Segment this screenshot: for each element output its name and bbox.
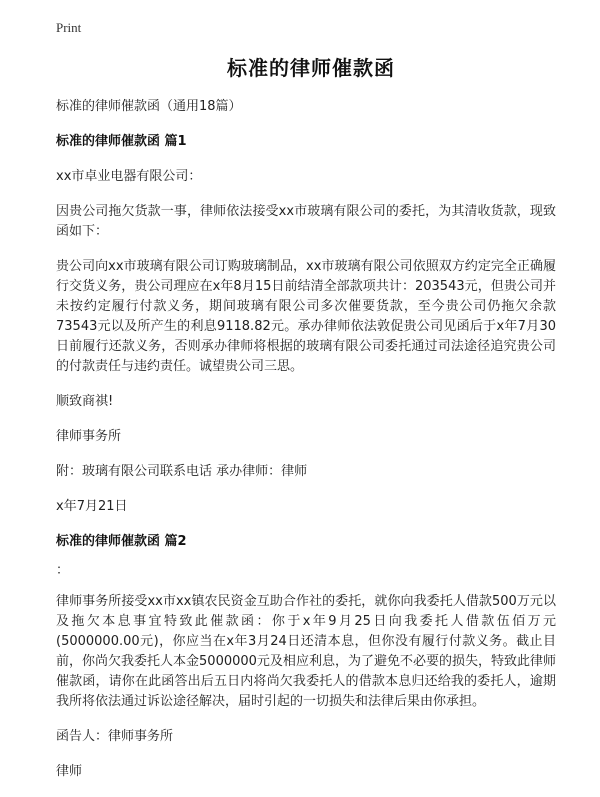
document-subtitle: 标准的律师催款函（通用18篇）: [56, 99, 242, 114]
section-2-paragraph-1: 律师事务所接受xx市xx镇农民资金互助合作社的委托，就你向我委托人借款500万元以及拖欠本息事宜特致此催款函：你于x年9月25日向我委托人借款伍佰万元(5000000.00元)，你应当在x年3月24日还清本息，但你没有履行付款义务。截止目前，你尚欠我委托人本金5000000元及相应利息，为了避免不必要的损失，特致此律师催款函，请你在此函答出后五日内将尚欠我委托人的借款本息归还给我的委托人，逾期我所将依法通过诉讼途径解决，届时引起的一切损失和法律后果由你承担。: [56, 594, 556, 709]
section-1-closing: 顺致商祺!: [56, 394, 114, 409]
section-1-paragraph-1: 因贵公司拖欠货款一事，律师依法接受xx市玻璃有限公司的委托，为其清收货款，现致函如下：: [56, 204, 556, 239]
section-2-signature: 律师: [56, 764, 83, 779]
section-1-heading: 标准的律师催款函 篇1: [56, 134, 187, 149]
section-2-sender: 函告人：律师事务所: [56, 729, 174, 744]
section-1-paragraph-2: 贵公司向xx市玻璃有限公司订购玻璃制品，xx市玻璃有限公司依照双方约定完全正确履行交货义务，贵公司理应在x年8月15日前结清全部款项共计：203543元，但贵公司并未按约定履行付款义务，期间玻璃有限公司多次催要货款，至今贵公司仍拖欠余款73543元以及所产生的利息9118.82元。承办律师依法敦促贵公司见函后于x年7月30日前履行还款义务，否则承办律师将根据的玻璃有限公司委托通过司法途径追究贵公司的付款责任与违约责任。诚望贵公司三思。: [56, 259, 556, 374]
section-2-heading: 标准的律师催款函 篇2: [56, 534, 187, 549]
section-1-firm: 律师事务所: [56, 429, 122, 444]
document-body: [56, 52, 556, 797]
section-1-salutation: xx市卓业电器有限公司：: [56, 169, 202, 184]
section-2-colon: ：: [56, 563, 70, 578]
section-1-attachment: 附：玻璃有限公司联系电话 承办律师：律师: [56, 464, 308, 479]
section-1-date: x年7月21日: [56, 499, 128, 514]
print-label[interactable]: Print: [56, 20, 82, 35]
document-title: 标准的律师催款函: [227, 56, 395, 80]
